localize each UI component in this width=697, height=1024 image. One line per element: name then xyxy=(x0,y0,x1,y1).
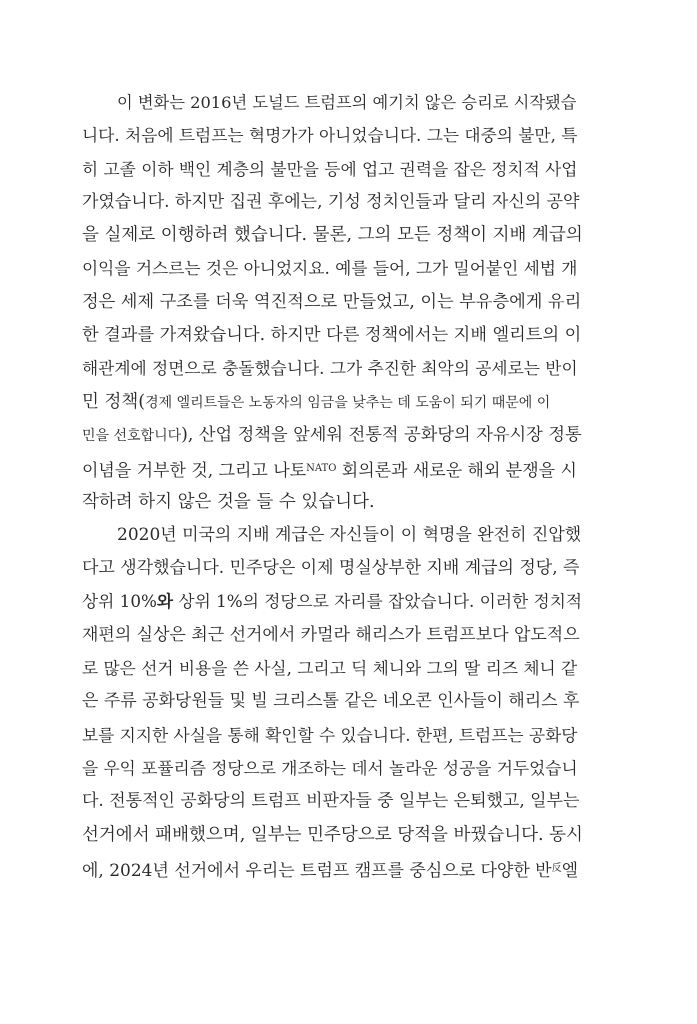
text-line xyxy=(82,352,582,385)
text-line xyxy=(82,186,582,219)
text-line xyxy=(82,552,582,585)
line-text: 작하려 하지 않은 것을 들 수 있습니다. xyxy=(82,491,375,512)
text-line xyxy=(82,219,582,252)
superscript-gloss: 反 xyxy=(551,862,562,874)
line-text: 회의론과 새로운 해외 분쟁을 시 xyxy=(336,461,577,482)
text-line xyxy=(82,719,582,752)
line-text: 에, 2024년 선거에서 우리는 트럼프 캠프를 중심으로 다양한 반 xyxy=(82,860,552,881)
line-text: 이 변화는 2016년 도널드 트럼프의 예기치 않은 승리로 시작됐습 xyxy=(117,93,577,112)
line-text: 엘 xyxy=(561,860,579,881)
line-text: 니다. 처음에 트럼프는 혁명가가 아니었습니다. 그는 대중의 불만, 특 xyxy=(82,125,578,146)
text-line xyxy=(82,386,582,419)
line-text: 보를 지지한 사실을 통해 확인할 수 있습니다. 한편, 트럼프는 공화당 xyxy=(82,724,578,745)
parenthetical-note: 경제 엘리트들은 노동자의 임금을 낮추는 데 도움이 되기 때문에 이 xyxy=(145,394,551,411)
line-text: ), 산업 정책을 앞세워 전통적 공화당의 자유시장 정통 xyxy=(181,424,582,445)
text-line xyxy=(82,419,582,452)
line-text: 상위 1%의 정당으로 자리를 잡았습니다. 이러한 정치적 xyxy=(173,591,583,612)
text-line xyxy=(82,119,582,152)
line-text: 선거에서 패배했으며, 일부는 민주당으로 당적을 바꿨습니다. 동시 xyxy=(82,824,583,845)
line-text: 2020년 미국의 지배 계급은 자신들이 이 혁명을 완전히 진압했 xyxy=(117,524,582,545)
text-line xyxy=(82,452,582,485)
parenthetical-note: 민을 선호합니다 xyxy=(82,427,182,444)
line-text: 상위 10% xyxy=(82,591,157,612)
text-line xyxy=(82,785,582,818)
line-text: 은 주류 공화당원들 및 빌 크리스톨 같은 네오콘 인사들이 해리스 후 xyxy=(82,691,580,712)
bold-text: 와 xyxy=(156,591,174,612)
text-line xyxy=(82,319,582,352)
line-text: 해관계에 정면으로 충돌했습니다. 그가 추진한 최악의 공세로는 반이 xyxy=(82,358,578,379)
text-line xyxy=(82,252,582,285)
line-text: 정은 세제 구조를 더욱 역진적으로 만들었고, 이는 부유층에게 유리 xyxy=(82,291,582,312)
text-line xyxy=(82,86,582,119)
text-line xyxy=(82,852,582,885)
body-text xyxy=(82,86,582,885)
text-line xyxy=(82,752,582,785)
line-text: 가였습니다. 하지만 집권 후에는, 기성 정치인들과 달리 자신의 공약 xyxy=(82,191,580,212)
line-text: 히 고졸 이하 백인 계층의 불만을 등에 업고 권력을 잡은 정치적 사업 xyxy=(82,158,578,179)
text-line xyxy=(82,619,582,652)
line-text: 다고 생각했습니다. 민주당은 이제 명실상부한 지배 계급의 정당, 즉 xyxy=(82,558,580,579)
line-text: 이념을 거부한 것, 그리고 나토 xyxy=(82,461,307,482)
text-line xyxy=(82,685,582,718)
text-line xyxy=(82,286,582,319)
text-line xyxy=(82,153,582,186)
line-text: 이익을 거스르는 것은 아니었지요. 예를 들어, 그가 밀어붙인 세법 개 xyxy=(82,258,578,279)
text-line xyxy=(82,585,582,618)
line-text: 재편의 실상은 최근 선거에서 카멀라 해리스가 트럼프보다 압도적으 xyxy=(82,624,580,645)
line-text: 민 정책( xyxy=(82,391,146,412)
text-line xyxy=(82,519,582,552)
text-line xyxy=(82,652,582,685)
line-text: 한 결과를 가져왔습니다. 하지만 다른 정책에서는 지배 엘리트의 이 xyxy=(82,325,582,346)
line-text: 을 실제로 이행하려 했습니다. 물론, 그의 모든 정책이 지배 계급의 xyxy=(82,225,583,246)
superscript-gloss: NATO xyxy=(306,463,337,475)
line-text: 로 많은 선거 비용을 쓴 사실, 그리고 딕 체니와 그의 딸 리즈 체니 같 xyxy=(82,658,578,679)
text-line xyxy=(82,486,582,519)
line-text: 을 우익 포퓰리즘 정당으로 개조하는 데서 놀라운 성공을 거두었습니 xyxy=(82,757,578,778)
line-text: 다. 전통적인 공화당의 트럼프 비판자들 중 일부는 은퇴했고, 일부는 xyxy=(82,791,580,812)
text-line xyxy=(82,819,582,852)
